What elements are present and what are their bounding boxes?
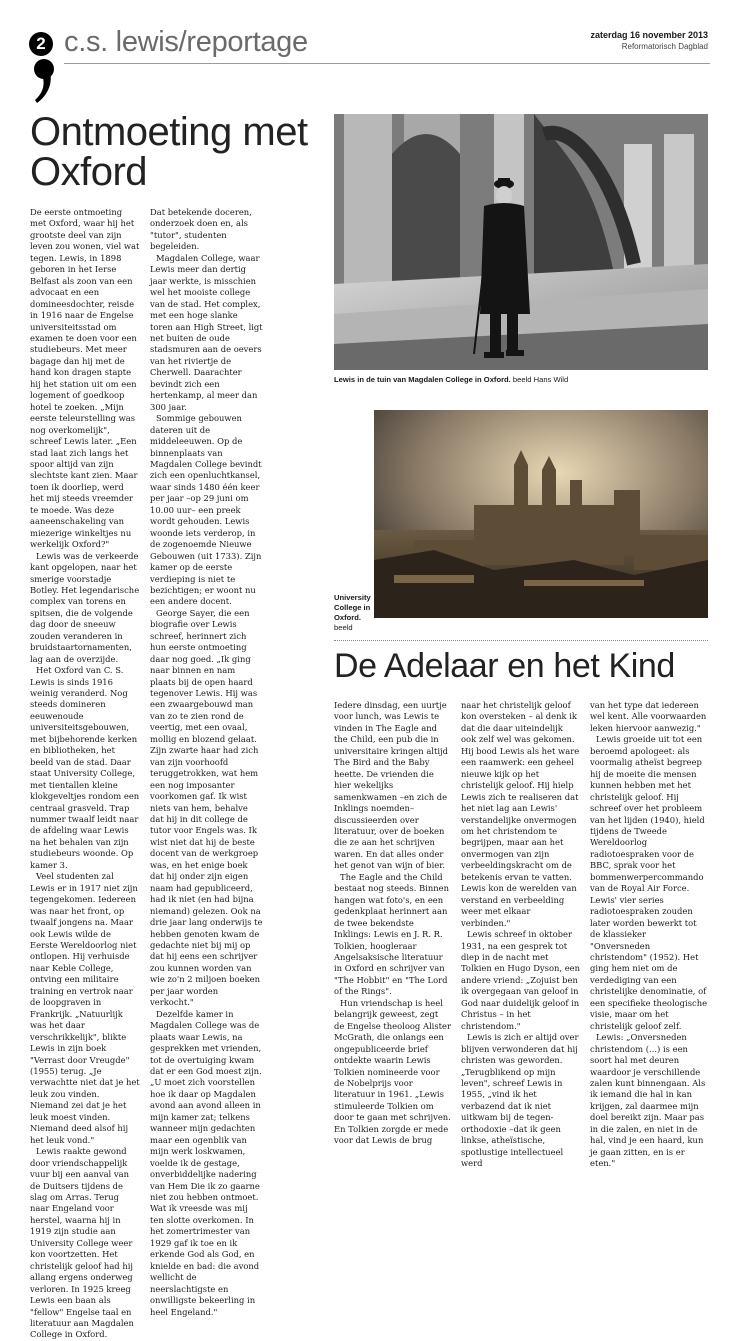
caption-text: University College in Oxford. xyxy=(334,593,371,622)
paragraph: Lewis: „Onversneden christendom (...) is een soort hal met deuren waardoor je verschillende zalen kunt binnengaan. Als ik iemand die hal in kan krijgen, zal daarmee mijn doel bereikt zijn. Maar pas in die zalen, en niet in de hal, vind je een haard, kun je gaan zitten, en is er eten." xyxy=(590,1032,706,1169)
paragraph: Het Oxford van C. S. Lewis is sinds 1916 weinig veranderd. Nog steeds domineren eeuwenoude universiteitsgebouwen, met bijbehorende kerken en bibliotheken, het beeld van de stad. Daar staat University College, met tientallen kleine klokgeveltjes rondom een centraal grasveld. Trap nummer twaalf leidt naar de afdeling waar Lewis na het behalen van zijn studiebeurs woonde. Op kamer 3. xyxy=(30,665,140,870)
paragraph: Lewis was de verkeerde kant opgelopen, naar het smerige voorstadje Botley. Het legendarische complex van torens en spitsen, die de volgende dag door de sneeuw zouden veranderen in bruidstaartornamenten, lag aan de overzijde. xyxy=(30,550,140,664)
paragraph: Sommige gebouwen dateren uit de middeleeuwen. Op de binnenplaats van Magdalen College bevindt zich een openluchtkansel, waar sinds 1480 één keer per jaar –op 29 juni om 10.00 uur– een preek wordt gehouden. Lewis woonde iets verderop, in de zogenoemde Nieuwe Gebouwen (uit 1733). Zijn kamer op de eerste verdieping is niet te bezichtigen; er woont nu een andere docent. xyxy=(150,413,262,607)
article-title-oxford: Ontmoeting met Oxford xyxy=(30,110,308,194)
article1-column-2 xyxy=(150,207,263,1317)
paragraph: Hun vriendschap is heel belangrijk geweest, zegt de Engelse theoloog Alister McGrath, die onlangs een ongepubliceerde brief ontdekte waarin Lewis Tolkien nomineerde voor de Nobelprijs voor literatuur in 1961. „Lewis stimuleerde Tolkien om door te gaan met schrijven. En Tolkien zorgde er mede voor dat Lewis de brug xyxy=(334,997,451,1146)
article2-column-2 xyxy=(461,700,581,1169)
paragraph: Lewis groeide uit tot een beroemd apologeet: als voormalig atheïst begreep hij de moeite die mensen kunnen hebben met het christelijk geloof. Hij schreef over het probleem van het lijden (1940), hield tijdens de Tweede Wereldoorlog radiotoespraken voor de BBC, sprak voor het bommenwerpercommando van de Royal Air Force. Lewis' vier series radiotoespraken zouden later worden bewerkt tot de klassieker "Onversneden christendom" (1952). Het ging hem niet om de verdediging van een christelijke denominatie, of een specifieke theologische visie, maar om het christelijk geloof zelf. xyxy=(590,734,708,1031)
paragraph: De eerste ontmoeting met Oxford, waar hij het grootste deel van zijn leven zou wonen, viel wat tegen. Lewis, in 1898 geboren in het Ierse Belfast als zoon van een advocaat en een domineesdochter, reisde in 1916 naar de Engelse universiteitsstad om examen te doen voor een studiebeurs. Met meer bagage dan hij met de hand kon dragen stapte hij het station uit om een logement of goedkoop hotel te zoeken. „Mijn eerste teleurstelling was nog overkomelijk", schreef Lewis later. „Een stad laat zich langs het spoor altijd van zijn slechtste kant zien. Maar toen ik doorliep, werd het mij steeds vreemder te moede. Was deze aaneenschakeling van miezerige winkeltjes nu werkelijk Oxford?" xyxy=(30,207,140,550)
photo2-caption xyxy=(334,593,378,633)
caption-credit: beeld xyxy=(334,623,353,632)
header-rule xyxy=(64,63,710,64)
paragraph: Iedere dinsdag, een uurtje voor lunch, was Lewis te vinden in The Eagle and the Child, een pub die in universitaire kringen altijd The Bird and the Baby heette. De vrienden die hier wekelijks samenkwamen –en zich de Inklings noemden– discussieerden over literatuur, over de boeken die ze aan het schrijven waren. En dat alles onder het genot van wijn of bier. xyxy=(334,700,448,871)
paragraph: Lewis is zich er altijd over blijven verwonderen dat hij christen was geworden. „Terugblikend op mijn leven", schreef Lewis in 1955, „vind ik het verbazend dat ik niet uitkwam bij de tegen-orthodoxie –dat ik geen linkse, atheïstische, spotlustige intellectueel werd xyxy=(461,1032,579,1169)
paragraph: van het type dat iedereen wel kent. Alle voorwaarden leken hiervoor aanwezig." xyxy=(590,700,707,733)
newspaper-name: Reformatorisch Dagblad xyxy=(621,42,708,51)
paragraph: Magdalen College, waar Lewis meer dan dertig jaar werkte, is misschien wel het mooiste college van de stad. Het complex, met een hoge slanke toren aan High Street, ligt net buiten de oude stadsmuren aan de oevers van het riviertje de Cherwell. Daarachter bevindt zich een hertenkamp, al meer dan 300 jaar. xyxy=(150,252,263,412)
caption-text: Lewis in de tuin van Magdalen College in Oxford. xyxy=(334,375,511,384)
dotted-divider xyxy=(334,640,708,641)
article2-column-1 xyxy=(334,700,451,1146)
paragraph: Lewis raakte gewond door vriendschappelijk vuur bij een aanval van de Duitsers tijdens de slag om Arras. Terug naar Engeland voor herstel, waarna hij in 1919 zijn studie aan University College weer kon voortzetten. Het christelijk geloof had hij allang ergens onderweg verloren. In 1925 kreeg Lewis een baan als "fellow" Engelse taal en literatuur aan Magdalen College in Oxford. xyxy=(30,1146,134,1340)
paragraph: Veel studenten zal Lewis er in 1917 niet zijn tegengekomen. Iedereen was naar het front, op twaalf jongens na. Maar ook Lewis wilde de Eerste Wereldoorlog niet ontlopen. Hij verhuisde naar Keble College, ontving een militaire training en vertrok naar de loopgraven in Frankrijk. „Natuurlijk was het daar verschrikkelijk", blikte Lewis in zijn boek "Verrast door Vreugde" (1955) terug. „Je verwachtte niet dat je het leuk zou vinden. Niemand zei dat je het leuk moest vinden. Niemand deed alsof hij het leuk vond." xyxy=(30,871,140,1145)
comma-ornament-icon xyxy=(33,58,55,104)
issue-date: zaterdag 16 november 2013 xyxy=(590,30,708,40)
photo-lewis-garden xyxy=(334,114,708,370)
paragraph: Dezelfde kamer in Magdalen College was de plaats waar Lewis, na gesprekken met vrienden, tot de overtuiging kwam dat er een God moest zijn. „U moet zich voorstellen hoe ik daar op Magdalen avond aan avond alleen in mijn kamer zat; telkens wanneer mijn gedachten maar een ogenblik van mijn werk loskwamen, voelde ik de gestage, onverbiddelijke nadering van Hem Die ik zo gaarne niet zou hebben ontmoet. Wat ik vreesde was mij ten slotte overkomen. In het zomertrimester van 1929 gaf ik toe en ik erkende God als God, en knielde en bad: die avond wellicht de neerslachtigste en onwilligste bekeerling in heel Engeland." xyxy=(150,1008,262,1317)
paragraph: naar het christelijk geloof kon oversteken – al denk ik dat die daar uiteindelijk ook zelf wel was gekomen. Hij bood Lewis als het ware een raamwerk: een geheel nieuwe kijk op het christelijk geloof. Hij hielp Lewis zich te realiseren dat het niet lag aan Lewis' verstandelijke onvermogen om het christendom te begrijpen, maar aan het onvermogen van zijn verbeeldingskracht om de betekenis ervan te vatten. Lewis kon de werelden van verstand en verbeelding weer met elkaar verbinden." xyxy=(461,700,580,928)
page-number-badge: 2 xyxy=(29,32,53,56)
section-title: c.s. lewis/reportage xyxy=(64,26,308,58)
paragraph: Lewis schreef in oktober 1931, na een gesprek tot diep in de nacht met Tolkien en Hugo Dyson, een andere vriend: „Zojuist ben ik overgegaan van geloof in God naar duidelijk geloof in Christus – in het christendom." xyxy=(461,929,581,1031)
paragraph: George Sayer, die een biografie over Lewis schreef, herinnert zich hun eerste ontmoeting daar nog goed. „Ik ging naar binnen en nam plaats bij de open haard tegenover Lewis. Hij was een zwaargebouwd man van zo te zien rond de veertig, met een ovaal, mollig en blozend gelaat. Zijn zwarte haar had zich van zijn voorhoofd teruggetrokken, wat hem een nog imposanter voorkomen gaf. Ik wist niets van hem, behalve dat hij in dit college de tutor voor Engels was. Ik wist niet dat hij de beste docent van de werkgroep was, en het enige boek dat hij onder zijn eigen naam had gepubliceerd, had ik niet (en had bijna niemand) gelezen. Ook na drie jaar lang onderwijs te hebben genoten kwam de gedachte niet bij mij op dat hij eens een schrijver zou kunnen worden van wie zo'n 2 miljoen boeken per jaar worden verkocht." xyxy=(150,607,263,1008)
caption-credit: beeld Hans Wild xyxy=(512,375,569,384)
article2-column-3 xyxy=(590,700,708,1169)
photo1-caption xyxy=(334,375,714,385)
article1-column-1 xyxy=(30,207,140,1340)
photo-university-college xyxy=(374,410,708,618)
article-title-adelaar: De Adelaar en het Kind xyxy=(334,647,675,685)
paragraph: The Eagle and the Child bestaat nog steeds. Binnen hangen wat foto's, en een gedenkplaat herinnert aan de twee bekendste Inklings: Lewis en J. R. R. Tolkien, hoogleraar Angelsaksische literatuur in Oxford en schrijver van "The Hobbit" en "The Lord of the Rings". xyxy=(334,871,449,997)
paragraph: Dat betekende doceren, onderzoek doen en, als "tutor", studenten begeleiden. xyxy=(150,207,252,252)
